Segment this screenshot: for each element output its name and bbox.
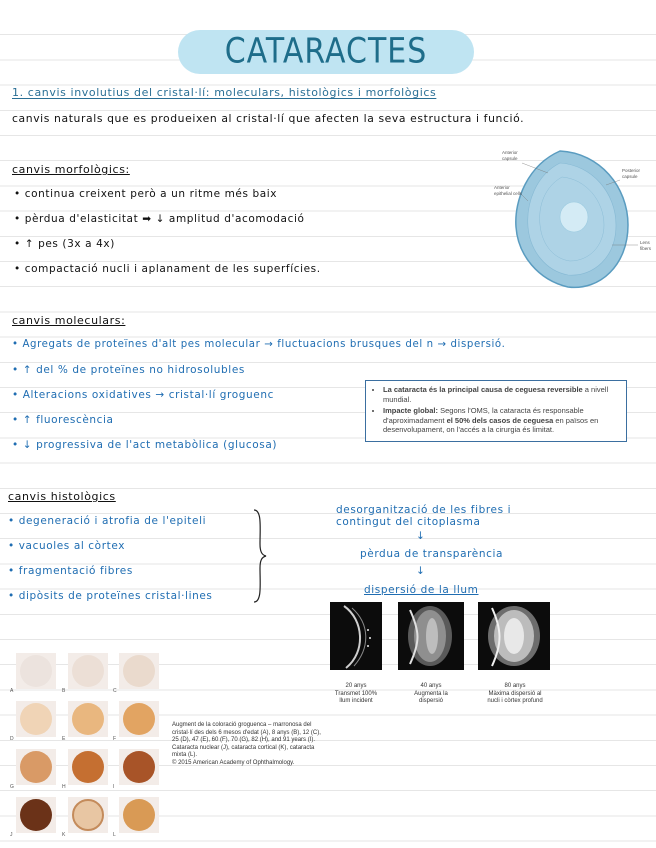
swatch-letter-h: H — [62, 784, 66, 790]
photo-caption-80 — [476, 683, 554, 706]
swatch-letter-e: E — [62, 736, 66, 742]
histo-item-1: • degeneració i atrofia de l'epiteli — [8, 515, 207, 527]
section-heading: 1. canvis involutius del cristal·lí: moleculars, histològics i morfològics — [12, 86, 437, 99]
flow-step-3: dispersió de la llum — [364, 584, 479, 596]
curly-brace — [252, 508, 268, 604]
photo-20-desc1: Transmet 100% — [334, 690, 378, 697]
molec-heading-text: canvis moleculars: — [12, 314, 126, 327]
morph-item-3: • ↑ pes (3x a 4x) — [14, 238, 115, 250]
label-posterior-capsule: Posterior capsule — [622, 168, 641, 179]
info-item-1-rest: a nivell mundial. — [383, 385, 609, 404]
swatch-a — [16, 653, 56, 689]
swatch-letter-d: D — [10, 736, 14, 742]
histo-item-2: • vacuoles al còrtex — [8, 540, 126, 552]
swatch-letter-g: G — [10, 784, 14, 790]
lens-photo-40 — [398, 602, 464, 670]
morph-item-4: • compactació nucli i aplanament de les superfícies. — [14, 263, 321, 275]
lens-photo-20 — [330, 602, 382, 670]
photo-20-desc2: llum incident — [339, 698, 373, 704]
molec-item-3: • Alteracions oxidatives → cristal·lí groguenc — [12, 389, 274, 401]
histo-item-4: • dipòsits de proteïnes cristal·lines — [8, 590, 213, 602]
swatch-letter-c: C — [113, 688, 117, 694]
swatch-letter-k: K — [62, 832, 66, 838]
molec-item-5: • ↓ progressiva de l'act metabòlica (glucosa) — [12, 439, 278, 451]
swatch-letter-l: L — [113, 832, 116, 838]
intro-text: canvis naturals que es produeixen al cristal·lí que afecten la seva estructura i funció. — [12, 112, 525, 125]
info-item-2-end: en països en desenvolupament, on l'accés a la cirurgia és limitat. — [383, 415, 599, 434]
photo-80-desc1: Màxima dispersió al — [488, 690, 542, 697]
label-anterior-epithelial: Anterior epithelial cells — [494, 185, 523, 196]
molec-heading — [12, 314, 125, 327]
photo-40-desc1: Augmenta la — [414, 690, 448, 697]
molec-item-2: • ↑ del % de proteïnes no hidrosolubles — [12, 364, 245, 376]
info-item-2-bold: Impacte global: — [383, 406, 439, 415]
info-item-2 — [383, 406, 618, 435]
swatch-letter-b: B — [62, 688, 66, 694]
info-item-1 — [383, 385, 618, 404]
swatch-letter-a: A — [10, 688, 14, 694]
page-title: CATARACTES — [224, 31, 428, 72]
swatch-letter-i: I — [113, 784, 115, 790]
info-item-2-bold2: el 50% dels casos de ceguesa — [446, 415, 554, 425]
photo-80-desc2: nucli i còrtex profund — [487, 698, 543, 704]
swatch-b — [68, 653, 108, 689]
swatch-j — [16, 797, 56, 833]
swatch-c — [119, 653, 159, 689]
morph-heading-text: canvis morfològics: — [12, 163, 130, 176]
morph-heading — [12, 163, 130, 176]
flow-line-2: contingut del citoplasma — [336, 516, 481, 528]
swatch-h — [68, 749, 108, 785]
histo-heading — [8, 490, 116, 503]
swatch-caption-text: Augment de la coloració groguenca – marronosa del cristal·lí des dels 6 mesos d'edat (A), 8 anys (B), 12 (C), 25 (D), 47 (E), 60 (F), 70 (G), 82 (H), and 91 years (I). Cataracta nuclear (J), cataracta cortical (K), cataracta mixta (L). — [172, 722, 321, 758]
photo-40-age: 40 anys — [420, 683, 442, 689]
label-anterior-capsule: Anterior capsule — [502, 150, 518, 161]
swatch-k — [68, 797, 108, 833]
swatch-d — [16, 701, 56, 737]
photo-40-desc2: dispersió — [418, 698, 443, 704]
lens-photo-80 — [478, 602, 550, 670]
info-item-2-mid: Segons l'OMS, la cataracta és responsable d'aproximadament — [383, 406, 584, 425]
swatch-caption — [172, 722, 322, 767]
lens-nucleus — [560, 202, 588, 232]
histo-heading-text: canvis histològics — [8, 490, 116, 503]
flow-step-2: pèrdua de transparència — [360, 548, 504, 560]
swatch-i — [119, 749, 159, 785]
info-item-1-bold: La cataracta és la principal causa de ceguesa reversible — [383, 385, 583, 394]
flow-arrow-2: ↓ — [416, 565, 426, 577]
photo-caption-20 — [326, 683, 386, 706]
morph-item-2: • pèrdua d'elasticitat ➡ ↓ amplitud d'acomodació — [14, 213, 305, 225]
morph-item-1: • continua creixent però a un ritme més baix — [14, 188, 278, 200]
photo-20-age: 20 anys — [345, 683, 367, 689]
swatch-e — [68, 701, 108, 737]
histo-item-3: • fragmentació fibres — [8, 565, 133, 577]
flow-line-1: desorganització de les fibres i — [336, 504, 512, 516]
swatch-l — [119, 797, 159, 833]
label-lens-fibers: Lens fibers — [640, 240, 652, 251]
swatch-f — [119, 701, 159, 737]
info-box — [365, 380, 627, 442]
swatch-letter-f: F — [113, 736, 117, 742]
swatch-g — [16, 749, 56, 785]
photo-caption-40 — [398, 683, 464, 706]
swatch-copyright: © 2015 American Academy of Ophthalmology. — [172, 759, 295, 766]
swatch-letter-j: J — [10, 832, 13, 838]
photo-80-age: 80 anys — [504, 683, 526, 689]
flow-arrow-1: ↓ — [416, 530, 426, 542]
molec-item-1: • Agregats de proteïnes d'alt pes molecular → fluctuacions brusques del n → dispersió. — [12, 339, 506, 350]
molec-item-4: • ↑ fluorescència — [12, 414, 114, 426]
